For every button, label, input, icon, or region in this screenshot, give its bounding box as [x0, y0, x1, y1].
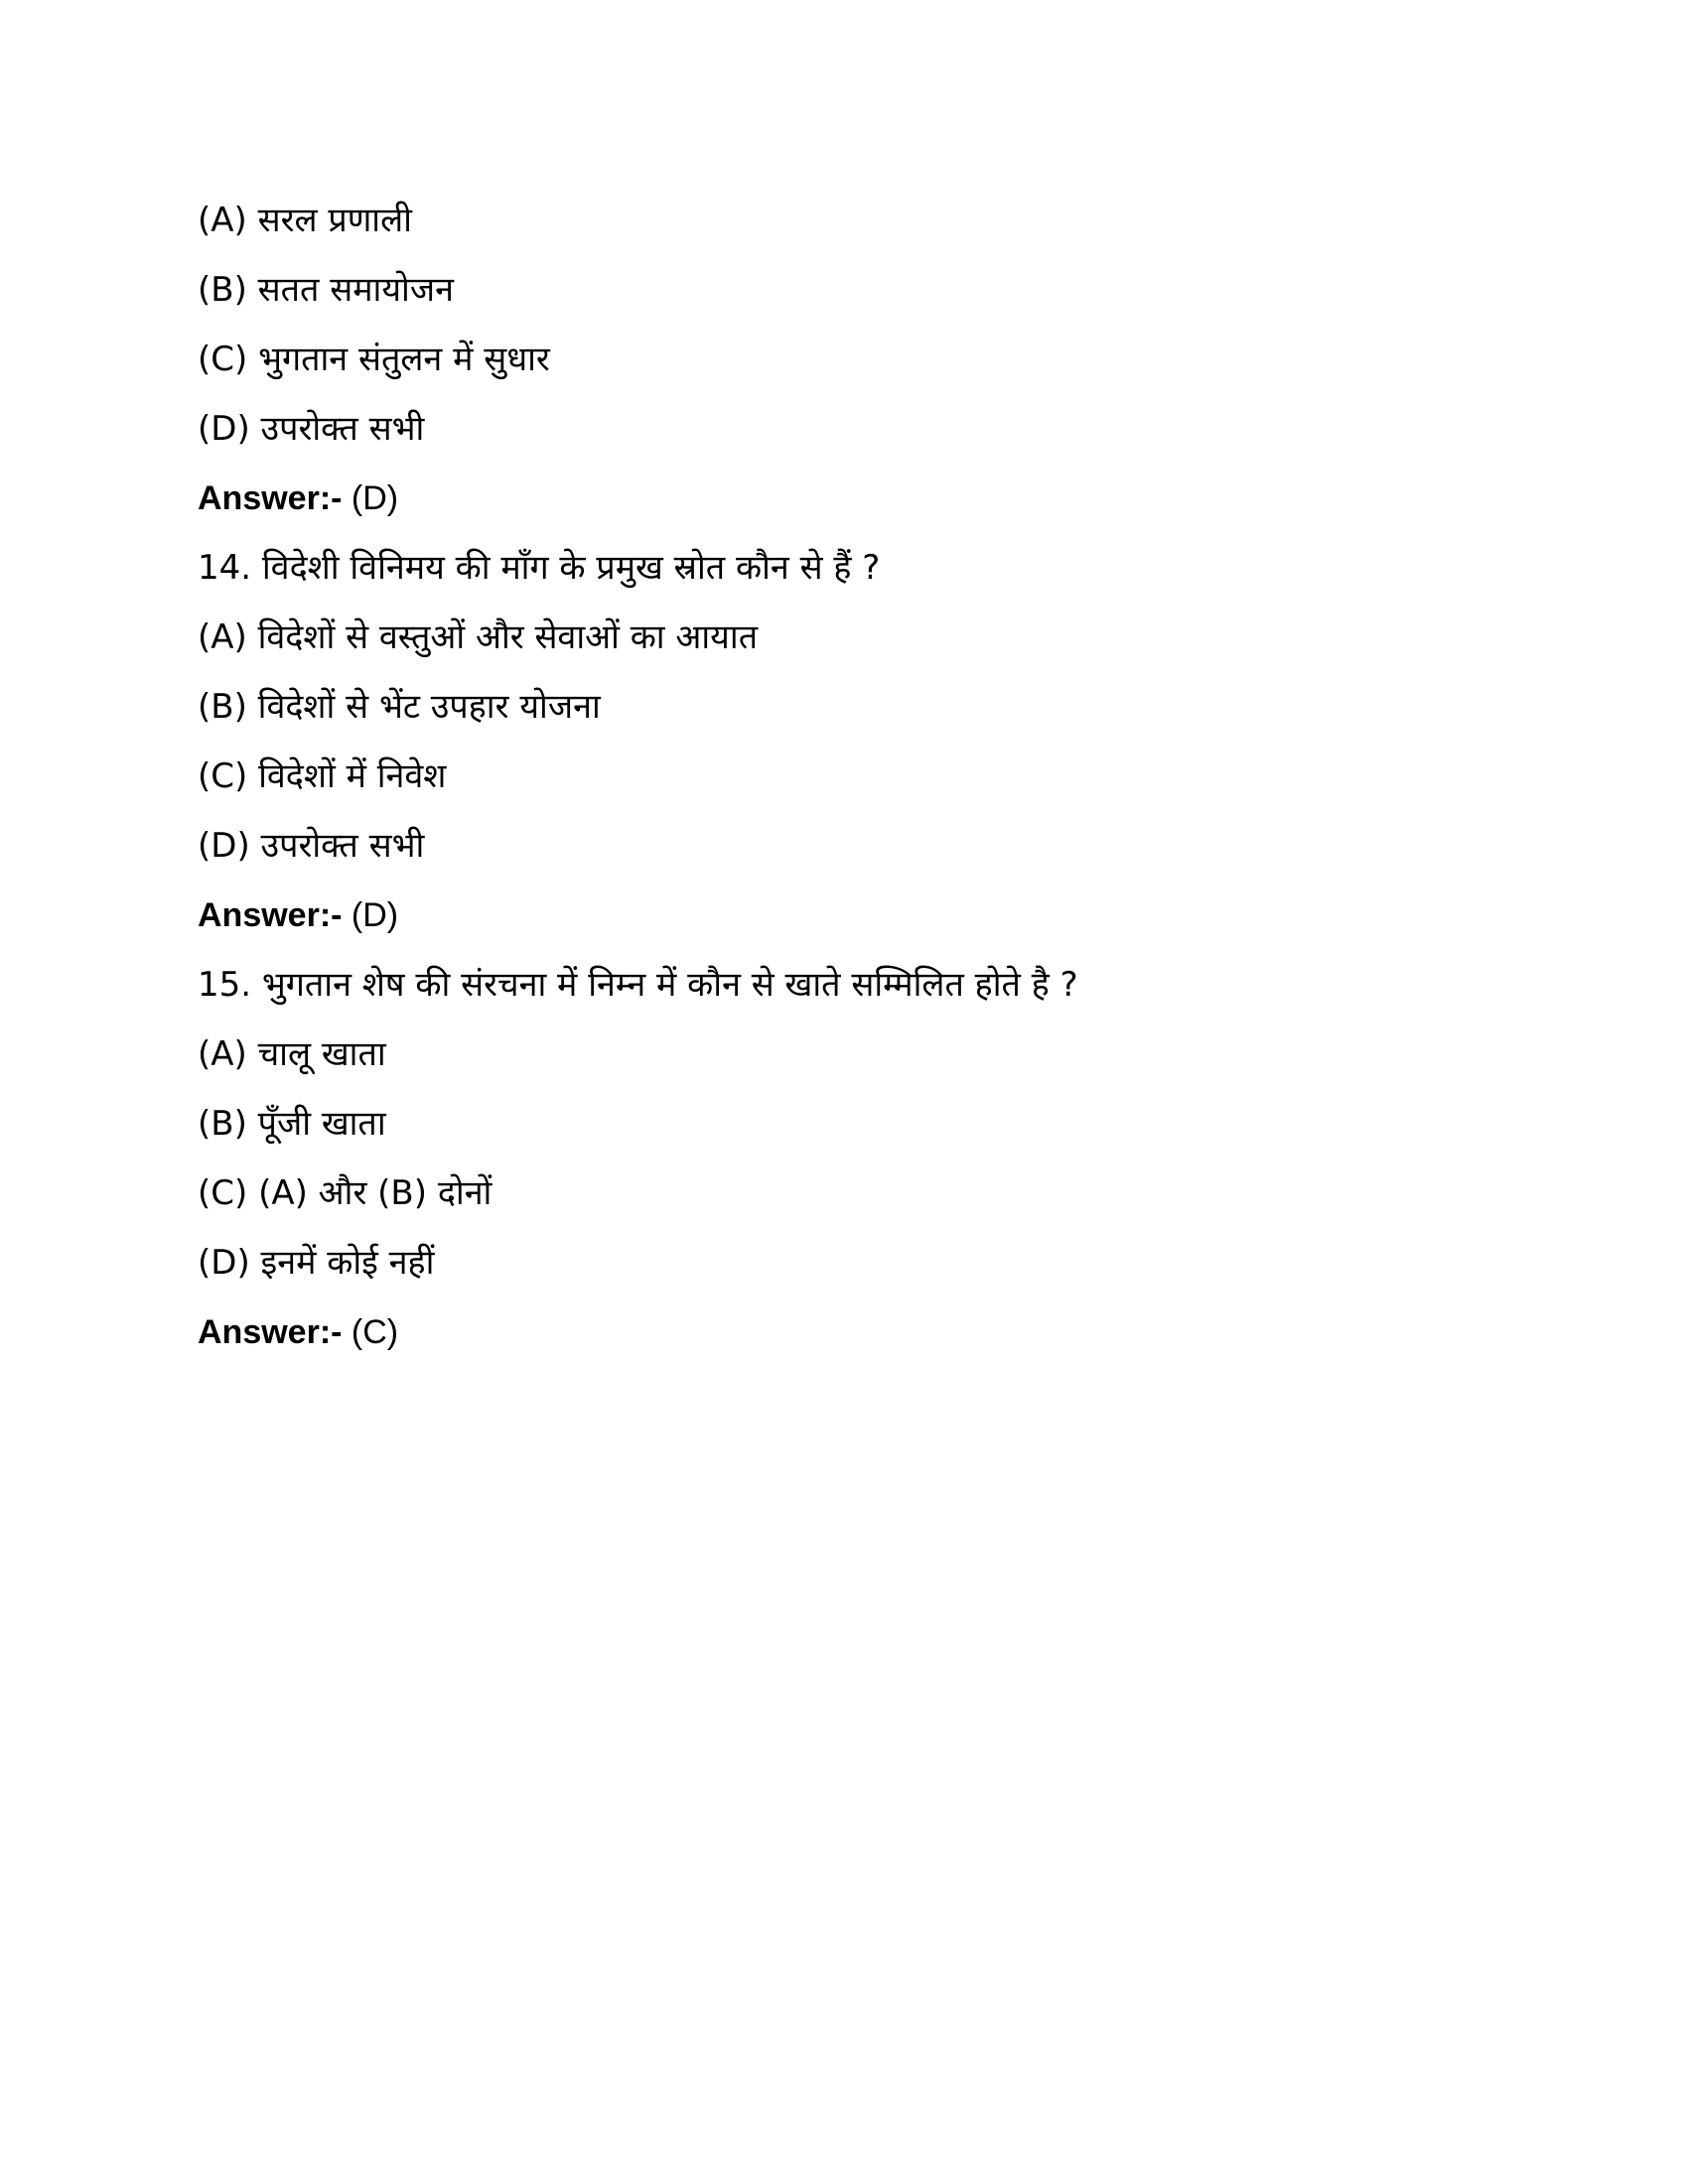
q14-option-a: (A) विदेशों से वस्तुओं और सेवाओं का आयात: [198, 617, 759, 657]
option-c: (C) भुगतान संतुलन में सुधार: [198, 340, 550, 379]
question-content: [198, 191, 1488, 1372]
q15-answer-line: [198, 1302, 1488, 1372]
option-d: (D) उपरोक्त सभी: [198, 409, 425, 449]
answer-value: (C): [342, 1313, 399, 1351]
option-b: (B) सतत समायोजन: [198, 270, 454, 310]
question-15: 15. भुगतान शेष की संरचना में निम्न में कौन से खाते सम्मिलित होते है ?: [198, 965, 1078, 1005]
answer-value: (D): [342, 479, 399, 517]
option-a: (A) सरल प्रणाली: [198, 201, 412, 240]
q14-option-c: (C) विदेशों में निवेश: [198, 756, 447, 796]
q15-option-d: (D) इनमें कोई नहीं: [198, 1243, 435, 1283]
answer-value: (D): [342, 896, 399, 934]
answer-label: Answer:-: [198, 479, 343, 517]
question-14: 14. विदेशी विनिमय की माँग के प्रमुख स्रोत कौन से हैं ?: [198, 548, 881, 588]
q14-option-b: (B) विदेशों से भेंट उपहार योजना: [198, 687, 601, 727]
q15-option-a: (A) चालू खाता: [198, 1034, 386, 1074]
q15-option-c: (C) (A) और (B) दोनों: [198, 1173, 492, 1213]
answer-label: Answer:-: [198, 1313, 343, 1351]
q15-option-b: (B) पूँजी खाता: [198, 1104, 386, 1144]
q14-option-d: (D) उपरोक्त सभी: [198, 826, 425, 866]
q14-answer-line: [198, 886, 1488, 955]
answer-line: [198, 469, 1488, 538]
answer-label: Answer:-: [198, 896, 343, 934]
